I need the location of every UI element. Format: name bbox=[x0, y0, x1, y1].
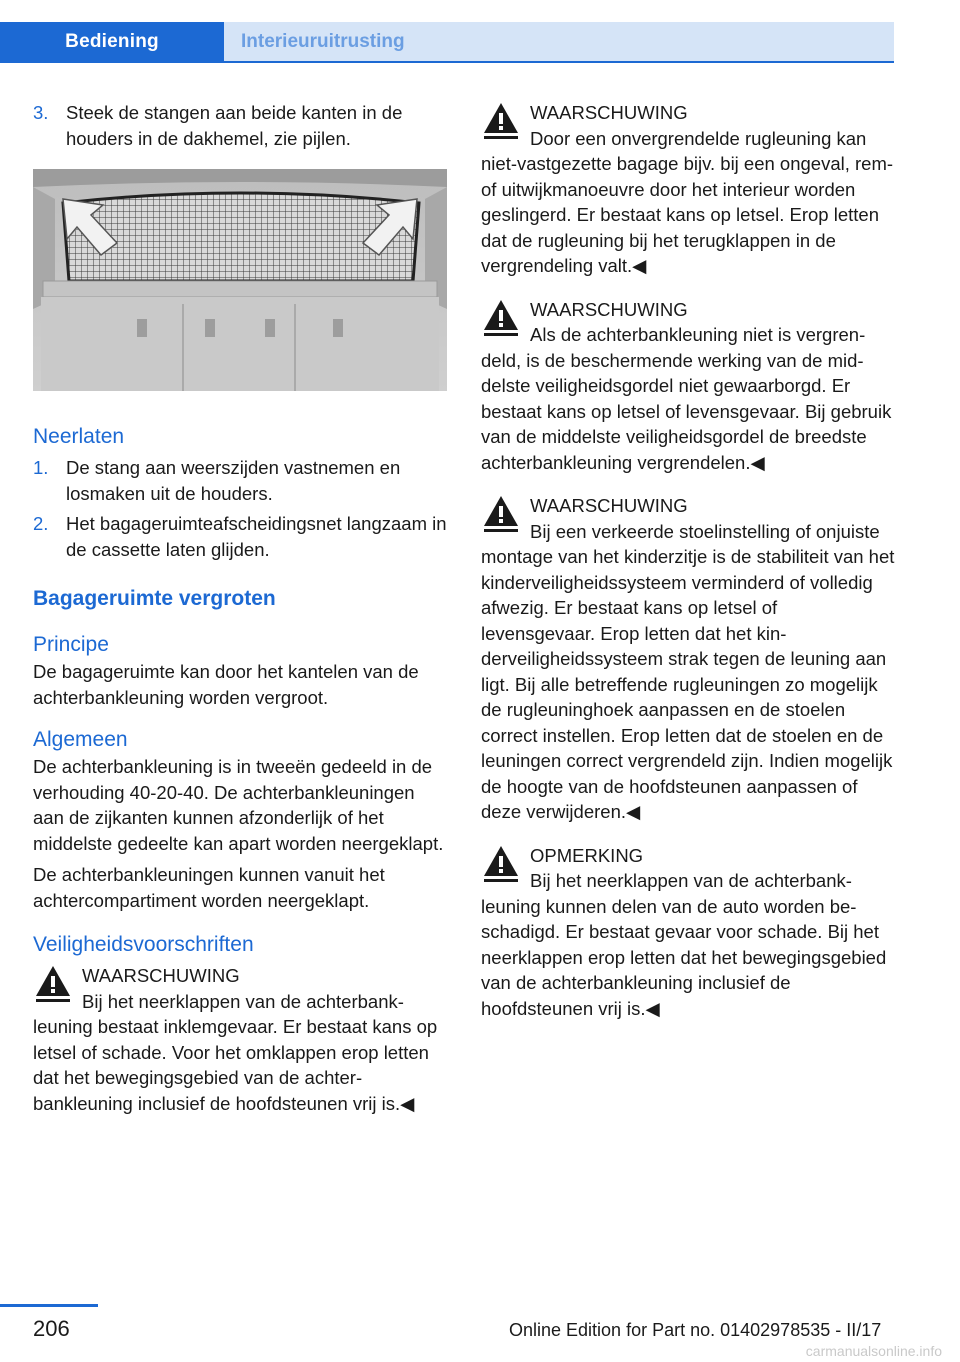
step-text: Het bagageruimteafscheidingsnet langzaam in de cassette laten glijden. bbox=[66, 513, 447, 560]
tab-interieuruitrusting[interactable]: Interieuruitrusting bbox=[224, 22, 894, 62]
heading-principe: Principe bbox=[33, 633, 109, 656]
cargo-net-photo bbox=[33, 169, 447, 391]
step-text: De stang aan weerszijden vastnemen en losmaken uit de houders. bbox=[66, 457, 401, 504]
warning-label: WAARSCHUWING bbox=[82, 965, 240, 986]
edition-text: Online Edition for Part no. 01402978535 - II/17 bbox=[509, 1320, 882, 1340]
header-divider bbox=[0, 61, 894, 63]
warning-block-1 bbox=[481, 100, 895, 279]
heading-veiligheidsvoorschriften: Veiligheidsvoorschriften bbox=[33, 933, 254, 956]
left-column bbox=[33, 100, 447, 1116]
step-number: 1. bbox=[33, 457, 49, 478]
warning-triangle-icon bbox=[33, 963, 73, 1003]
heading-algemeen: Algemeen bbox=[33, 728, 128, 751]
notice-text: Bij het neerklappen van de achterbankleuning kunnen delen van de auto worden beschadigd. Er bestaat gevaar voor schade. Bij het neerklappen erop letten dat het bewegingsgebied van de achterbankleuning inclusief de hoofdsteunen vrij is.◀ bbox=[481, 870, 887, 1019]
warning-triangle-icon bbox=[481, 297, 521, 337]
warning-text: Door een onvergrendelde rugleuning kan niet-vastgezette bagage bijv. bij een ongeval, rem- of uitwijkmanoeuvre door het interieur worden geslingerd. Er bestaat kans op letsel. Erop letten dat de rugleuning bij het terugklappen in de vergrendeling valt.◀ bbox=[481, 127, 894, 276]
neerlaten-step-2 bbox=[33, 511, 447, 562]
neerlaten-step-1 bbox=[33, 455, 447, 506]
warning-triangle-icon bbox=[481, 100, 521, 140]
warning-triangle-icon bbox=[481, 493, 521, 533]
notice-label: OPMERKING bbox=[530, 844, 644, 866]
footer-divider bbox=[0, 1304, 98, 1307]
warning-label: WAARSCHUWING bbox=[530, 298, 688, 320]
warning-block-2 bbox=[481, 297, 895, 476]
page-number: 206 bbox=[33, 1316, 70, 1341]
heading-neerlaten: Neerlaten bbox=[33, 425, 125, 448]
warning-block bbox=[33, 963, 447, 1116]
algemeen-text-1: De achterbankleuning is in tweeën gedeeld in de verhouding 40-20-40. De achterbankleuningen aan de zijkanten kunnen afzonderlijk of het middelste gedeelte kan apart worden neergeklapt. bbox=[33, 756, 444, 854]
warning-block-3 bbox=[481, 493, 895, 825]
step-text: Steek de stangen aan beide kanten in de houders in de dakhemel, zie pijlen. bbox=[66, 102, 403, 149]
tab-bediening[interactable]: Bediening bbox=[0, 22, 224, 62]
warning-text: Bij een verkeerde stoelinstelling of onjuiste montage van het kinderzitje is de stabiliteit van het kinderveiligheidssysteem verminderd of volledig afwezig. Er bestaat kans op letsel of levensgevaar. Erop letten dat het kinderveiligheidssysteem strak tegen de leuning aan ligt. Bij alle betreffende rugleuningen zo mogelijk de rugleuninghoek aanpassen en de stoelen correct instellen. Erop letten dat de stoelen en de leuningen correct vergrendeld zijn. Indien mogelijk de hoogte van de hoofdsteunen aanpassen of deze verwijderen.◀ bbox=[481, 520, 895, 822]
step-number: 2. bbox=[33, 513, 49, 534]
right-column bbox=[481, 100, 895, 1021]
heading-bagageruimte: Bagageruimte vergroten bbox=[33, 587, 276, 610]
warning-triangle-icon bbox=[481, 843, 521, 883]
warning-label: WAARSCHUWING bbox=[530, 495, 688, 516]
step-3 bbox=[33, 100, 447, 151]
page-header bbox=[0, 0, 894, 64]
algemeen-text-2: De achterbankleuningen kunnen vanuit het achtercompartiment worden neergeklapt. bbox=[33, 864, 385, 911]
notice-block bbox=[481, 843, 895, 1022]
warning-label: WAARSCHUWING bbox=[530, 102, 688, 123]
watermark: carmanualsonline.info bbox=[805, 1343, 942, 1359]
step-number: 3. bbox=[33, 102, 49, 123]
warning-text: Bij het neerklappen van de achterbankleuning bestaat inklemgevaar. Er bestaat kans op letsel of schade. Voor het omklappen erop letten dat het bewegingsgebied van de achterbankleuning inclusief de hoofdsteunen vrij is.◀ bbox=[33, 990, 438, 1114]
warning-text: Als de achterbankleuning niet is vergrendeld, is de beschermende werking van de middelste veiligheidsgordel niet gewaarborgd. Er bestaat kans op letsel of levensgevaar. Bij gebruik van de middelste veiligheidsgordel de breedste achterbankleuning vergrendelen.◀ bbox=[481, 324, 892, 473]
principe-text: De bagageruimte kan door het kantelen van de achterbankleuning worden vergroot. bbox=[33, 661, 419, 708]
